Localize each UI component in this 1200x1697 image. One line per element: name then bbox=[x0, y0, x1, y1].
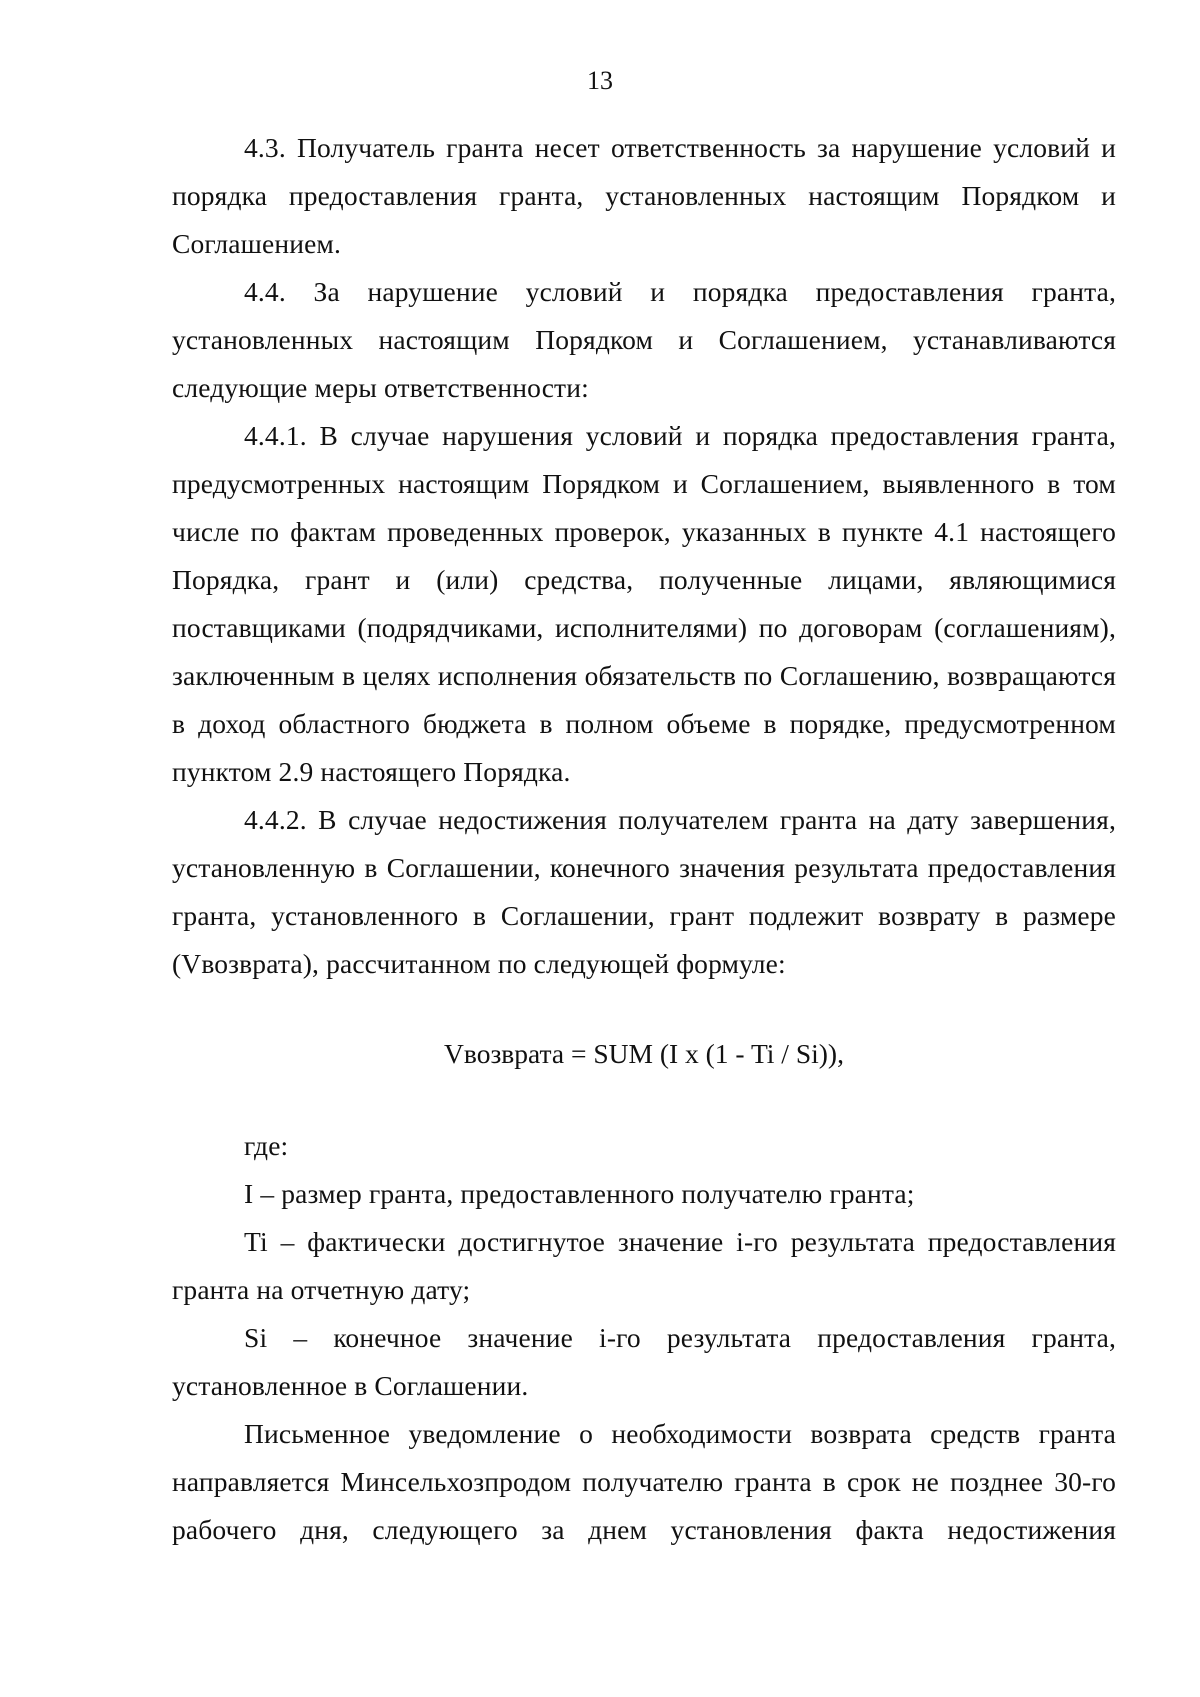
definition-si: Si – конечное значение i-го результата предоставления гранта, установленное в Соглашении. bbox=[172, 1322, 1116, 1401]
where-label: где: bbox=[244, 1130, 289, 1161]
paragraph-4-4-1: 4.4.1. В случае нарушения условий и порядка предоставления гранта, предусмотренных настоящим Порядком и Соглашением, выявленного в том числе по фактам проведенных проверок, указанных в пункте 4.1 настоящего Порядка, грант и (или) средства, полученные лицами, являющимися поставщиками (подрядчиками, исполнителями) по договорам (соглашениям), заключенным в целях исполнения обязательств по Соглашению, возвращаются в доход областного бюджета в полном объеме в порядке, предусмотренном пунктом 2.9 настоящего Порядка. bbox=[172, 420, 1116, 787]
document-body bbox=[172, 124, 1116, 1554]
definition-i: I – размер гранта, предоставленного получателю гранта; bbox=[244, 1178, 915, 1209]
refund-formula: Vвозврата = SUM (I x (1 - Ti / Si)), bbox=[444, 1038, 844, 1069]
paragraph-4-4-2: 4.4.2. В случае недостижения получателем гранта на дату завершения, установленную в Соглашении, конечного значения результата предоставления гранта, установленного в Соглашении, грант подлежит возврату в размере (Vвозврата), рассчитанном по следующей формуле: bbox=[172, 804, 1116, 979]
paragraph-4-3: 4.3. Получатель гранта несет ответственность за нарушение условий и порядка предоставления гранта, установленных настоящим Порядком и Соглашением. bbox=[172, 132, 1116, 259]
page-number: 13 bbox=[587, 66, 613, 95]
definition-ti: Ti – фактически достигнутое значение i-го результата предоставления гранта на отчетную дату; bbox=[172, 1226, 1116, 1305]
notice-paragraph: Письменное уведомление о необходимости возврата средств гранта направляется Минсельхозпродом получателю гранта в срок не позднее 30-го рабочего дня, следующего за днем установления факта недостижения bbox=[172, 1418, 1116, 1545]
paragraph-4-4: 4.4. За нарушение условий и порядка предоставления гранта, установленных настоящим Порядком и Соглашением, устанавливаются следующие меры ответственности: bbox=[172, 276, 1116, 403]
